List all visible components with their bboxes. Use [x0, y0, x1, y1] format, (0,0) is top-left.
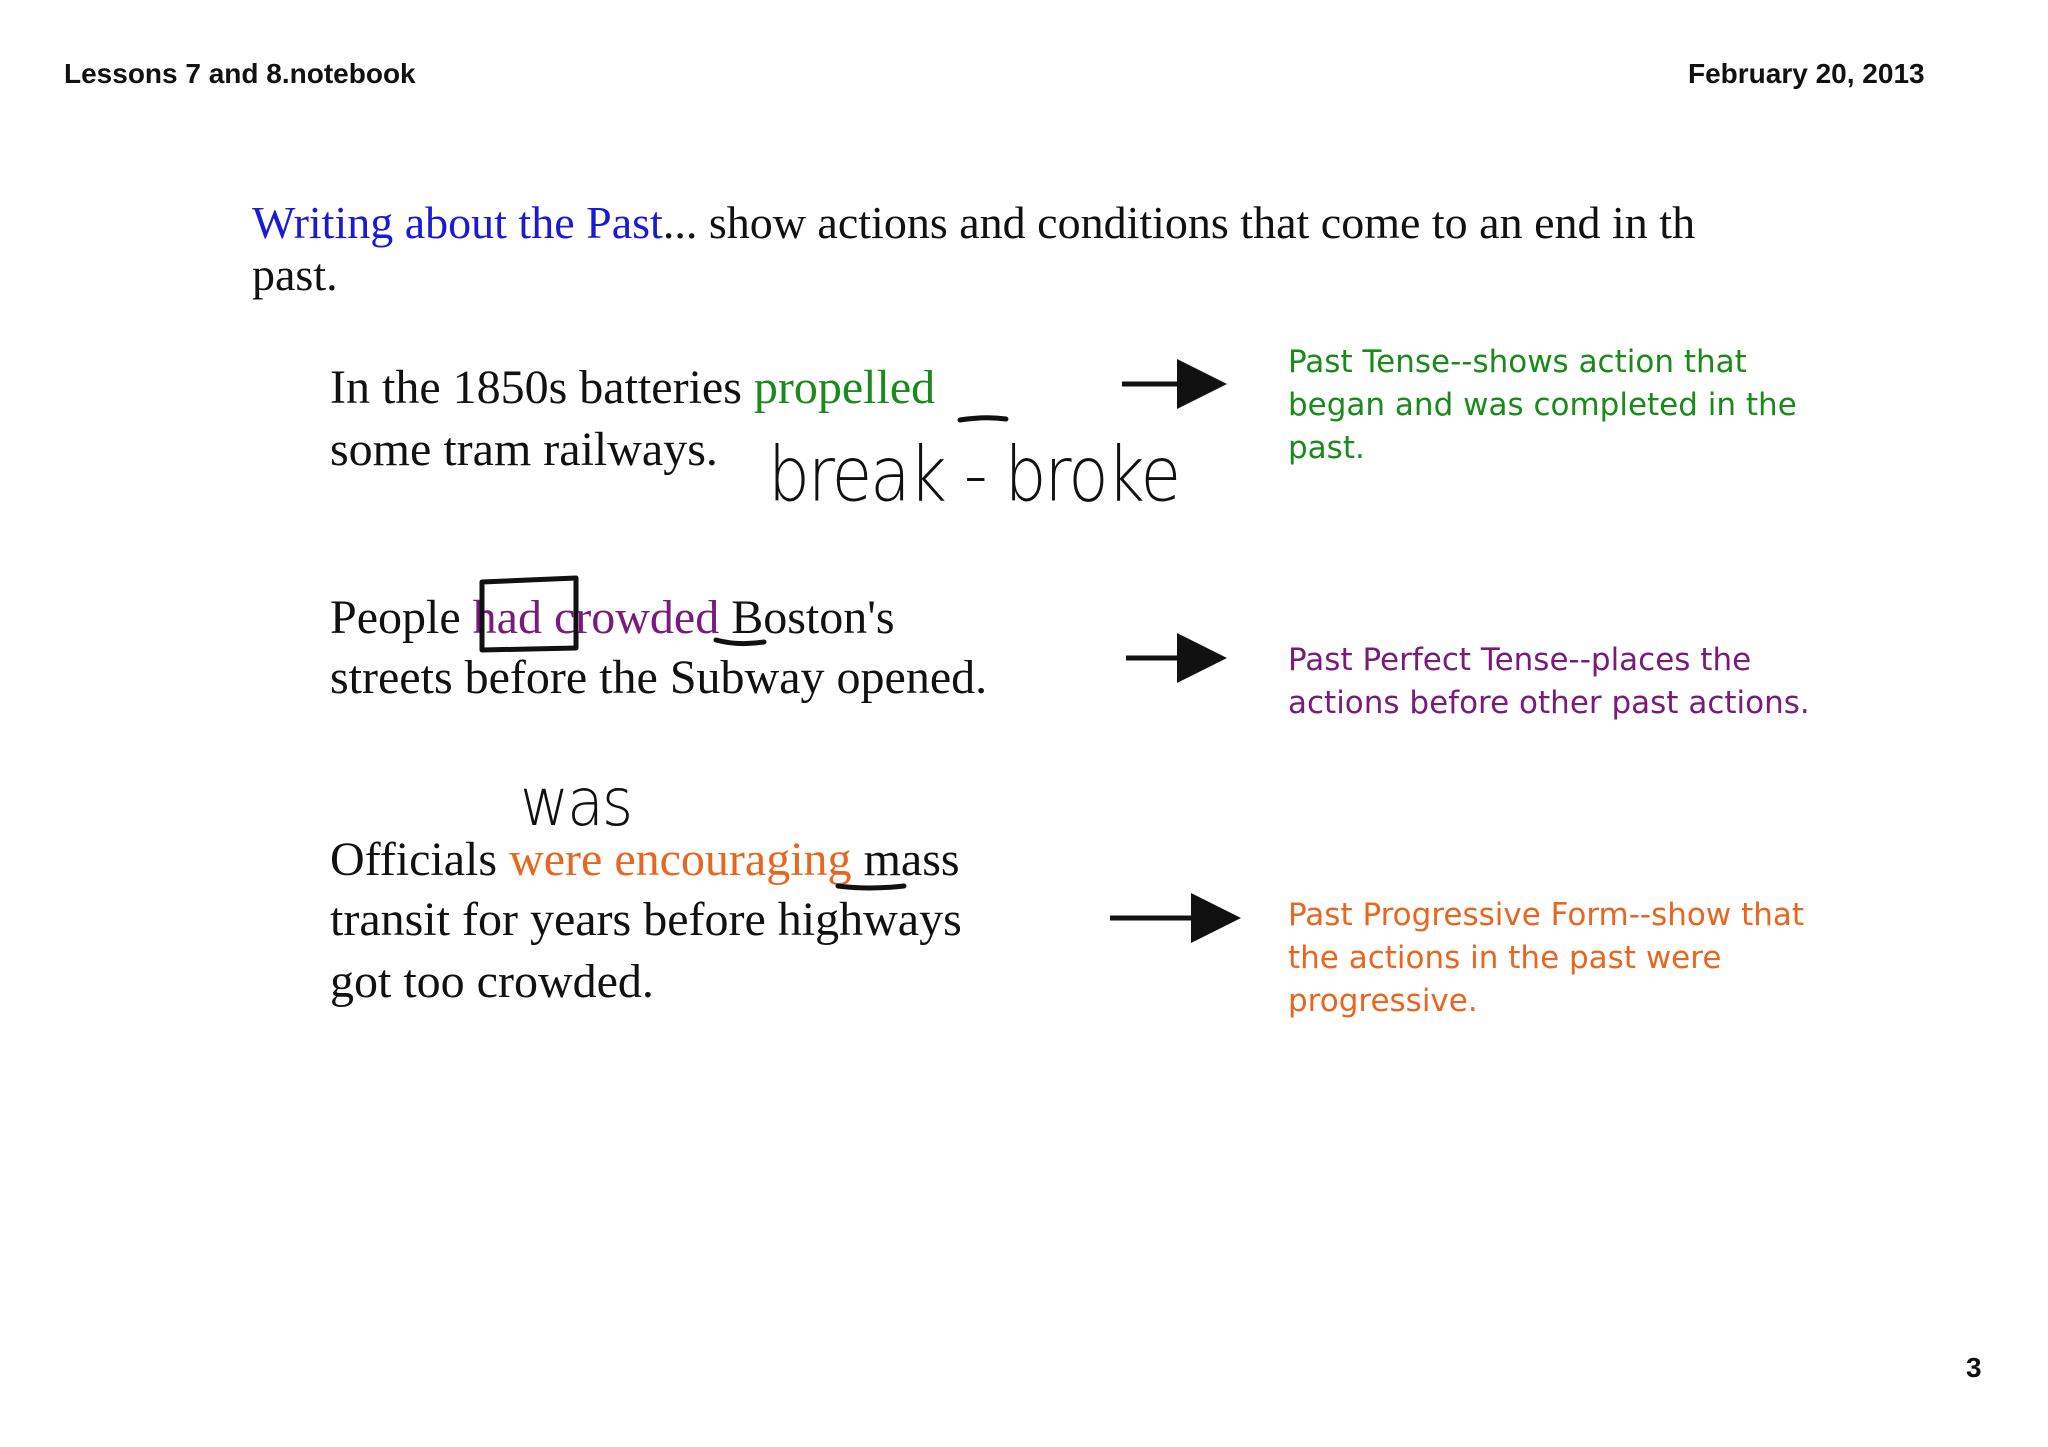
- example-2-line-2: streets before the Subway opened.: [330, 651, 988, 704]
- example-1-verb: propelled: [753, 361, 936, 414]
- note-2-line-1: Past Perfect Tense--places the: [1288, 642, 1752, 678]
- note-1-line-2: began and was completed in the: [1288, 387, 1797, 423]
- heading-highlight: Writing about the Past: [252, 197, 663, 248]
- heading-ellipsis: ...: [662, 197, 698, 248]
- page-heading: [252, 196, 1695, 249]
- note-past-tense: [1288, 341, 1797, 470]
- note-1-line-3: past.: [1288, 430, 1365, 466]
- note-past-progressive: [1288, 894, 1804, 1023]
- example-3-pre: Officials: [330, 833, 510, 886]
- note-3-line-3: progressive.: [1288, 983, 1478, 1019]
- handwritten-was: was: [520, 764, 632, 842]
- heading-line-2: past.: [252, 249, 338, 300]
- page-date: February 20, 2013: [1688, 58, 1925, 89]
- example-2-pre: People: [330, 591, 473, 644]
- example-2-main-verb: crowded: [553, 591, 720, 644]
- note-3-line-2: the actions in the past were: [1288, 940, 1722, 976]
- notebook-title: Lessons 7 and 8.notebook: [64, 58, 416, 89]
- underline-mark: [960, 418, 1006, 420]
- example-3-verb: were encouraging: [509, 833, 852, 886]
- example-3-line-3: got too crowded.: [330, 955, 654, 1008]
- note-1-line-1: Past Tense--shows action that: [1288, 344, 1747, 380]
- handwritten-break-broke: break - broke: [768, 430, 1180, 519]
- heading-rest: show actions and conditions that come to an end in th: [708, 197, 1696, 248]
- example-2-line-1: [330, 588, 895, 648]
- note-past-perfect: [1288, 639, 1810, 725]
- note-3-line-1: Past Progressive Form--show that: [1288, 897, 1805, 933]
- example-2-aux-verb: had: [472, 591, 542, 644]
- page-number: 3: [1966, 1352, 1982, 1383]
- example-3-line-1: [330, 830, 960, 890]
- example-2-post: Boston's: [719, 591, 895, 644]
- example-1-line-1: [330, 358, 935, 418]
- example-3-line-2: transit for years before highways: [330, 893, 962, 946]
- example-3-post: mass: [851, 833, 960, 886]
- example-1-line-2: some tram railways.: [330, 423, 718, 476]
- note-2-line-2: actions before other past actions.: [1288, 685, 1810, 721]
- example-1-pre: In the 1850s batteries: [330, 361, 754, 414]
